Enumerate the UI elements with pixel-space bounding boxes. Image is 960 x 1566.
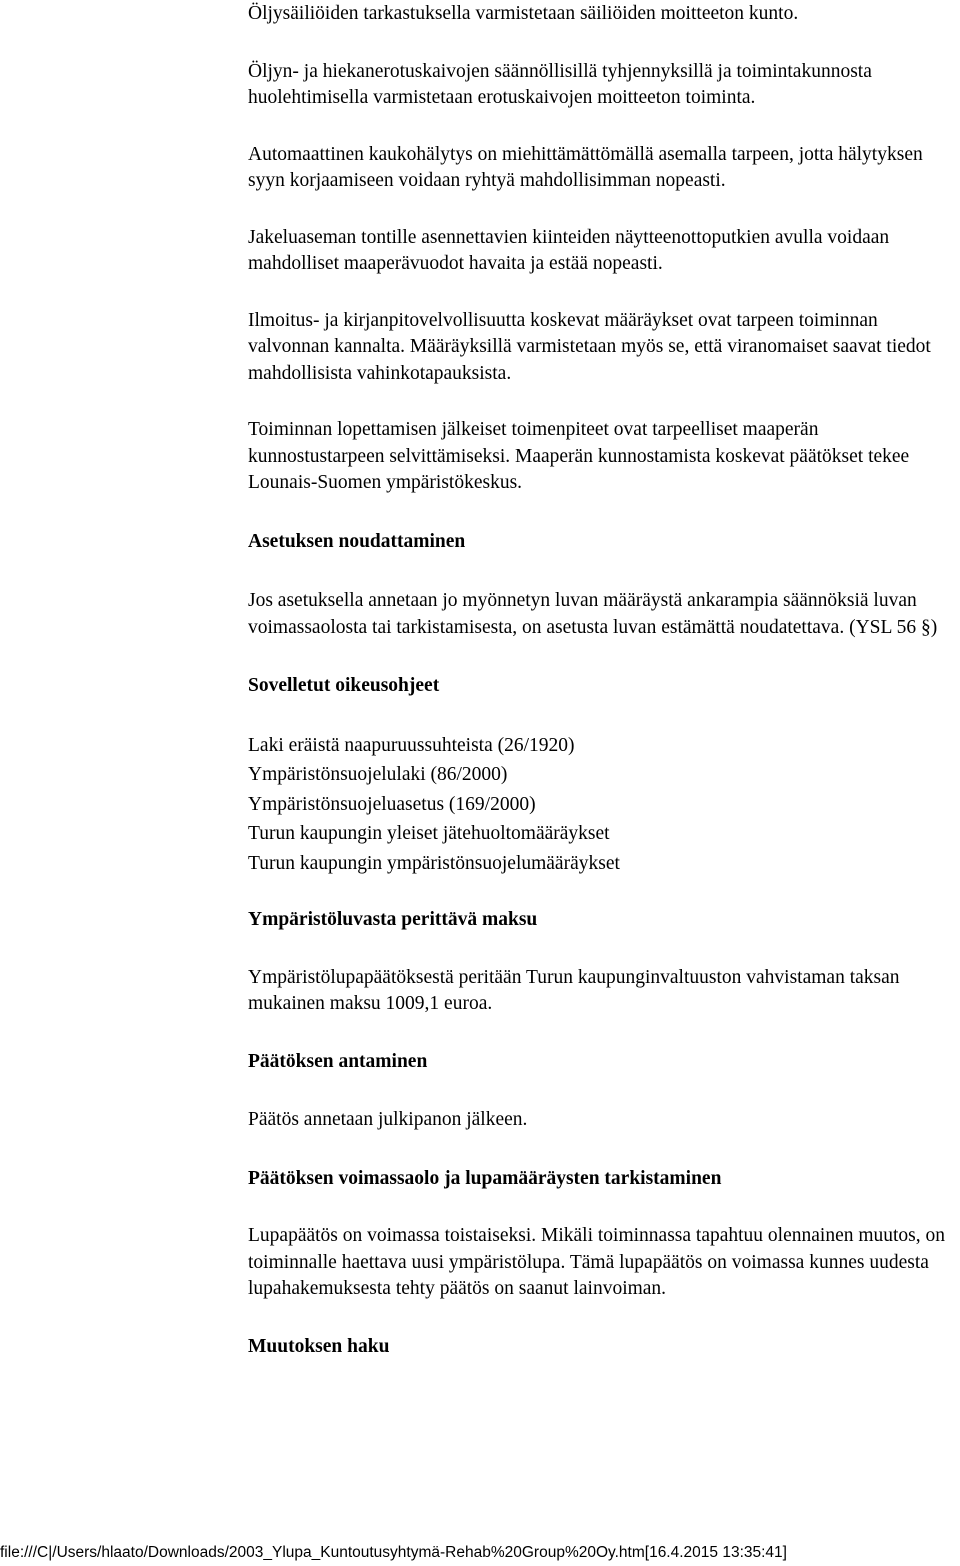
legal-reference-item: Ympäristönsuojeluasetus (169/2000) xyxy=(248,793,536,815)
paragraph-naytteenotto: Jakeluaseman tontille asennettavien kiinteiden näytteenottoputkien avulla voidaan mahdolliset maaperävuodot havaita ja estää nopeasti. xyxy=(248,226,890,274)
heading-paatoksen-antaminen: Päätöksen antaminen xyxy=(248,1050,428,1072)
legal-reference-item: Ympäristönsuojelulaki (86/2000) xyxy=(248,764,508,785)
paragraph-oljysailiot: Öljysäiliöiden tarkastuksella varmistetaan säiliöiden moitteeton kunto. xyxy=(248,3,799,24)
paragraph-voimassaolo: Lupapäätös on voimassa toistaiseksi. Mikäli toiminnassa tapahtuu olennainen muutos, on toiminnalle haettava uusi ympäristölupa. Tämä lupapäätös on voimassa kunnes uudesta lupahakemuksesta tehty päätös on saanut lainvoiman. xyxy=(248,1225,946,1299)
heading-asetuksen-noudattaminen: Asetuksen noudattaminen xyxy=(248,530,466,552)
paragraph-antaminen: Päätös annetaan julkipanon jälkeen. xyxy=(248,1109,528,1130)
paragraph-asetuksen-noudattaminen: Jos asetuksella annetaan jo myönnetyn luvan määräystä ankarampia säännöksiä luvan voimassaolosta tai tarkistamisesta, on asetusta luvan estämättä noudatettava. (YSL 56 §) xyxy=(248,590,938,638)
print-footer-url: file:///C|/Users/hlaato/Downloads/2003_Ylupa_Kuntoutusyhtymä-Rehab%20Group%20Oy.htm[16.4.2015 13:35:41] xyxy=(0,1544,787,1561)
legal-reference-item: Turun kaupungin yleiset jätehuoltomääräykset xyxy=(248,823,610,844)
legal-reference-item: Turun kaupungin ympäristönsuojelumääräykset xyxy=(248,852,620,874)
heading-muutoksen-haku: Muutoksen haku xyxy=(248,1335,390,1357)
paragraph-maksu: Ympäristölupapäätöksestä peritään Turun kaupunginvaltuuston vahvistaman taksan mukainen maksu 1009,1 euroa. xyxy=(248,966,900,1014)
legal-reference-item: Laki eräistä naapuruussuhteista (26/1920) xyxy=(248,734,575,756)
heading-sovelletut-oikeusohjeet: Sovelletut oikeusohjeet xyxy=(248,675,440,696)
paragraph-kaukohalytys: Automaattinen kaukohälytys on miehittämättömällä asemalla tarpeen, jotta hälytyksen syyn korjaamiseen voidaan ryhtyä mahdollisimman nopeasti. xyxy=(248,143,923,191)
document-body xyxy=(248,1,953,1393)
heading-paatoksen-voimassaolo: Päätöksen voimassaolo ja lupamääräysten tarkistaminen xyxy=(248,1167,722,1189)
paragraph-lopettaminen: Toiminnan lopettamisen jälkeiset toimenpiteet ovat tarpeelliset maaperän kunnostustarpeen selvittämiseksi. Maaperän kunnostamista koskevat päätökset tekee Lounais-Suomen ympäristökeskus. xyxy=(248,419,910,493)
paragraph-ilmoitus: Ilmoitus- ja kirjanpitovelvollisuutta koskevat määräykset ovat tarpeen toiminnan valvonnan kannalta. Määräyksillä varmistetaan myös se, että viranomaiset saavat tiedot mahdollisista vahinkotapauksista. xyxy=(248,309,931,384)
heading-ymparistoluvasta-perittava-maksu: Ympäristöluvasta perittävä maksu xyxy=(248,909,538,930)
legal-references-list xyxy=(248,731,953,879)
paragraph-erotuskaivot: Öljyn- ja hiekanerotuskaivojen säännöllisillä tyhjennyksillä ja toimintakunnosta huolehtimisella varmistetaan erotuskaivojen moitteeton toiminta. xyxy=(248,60,872,108)
